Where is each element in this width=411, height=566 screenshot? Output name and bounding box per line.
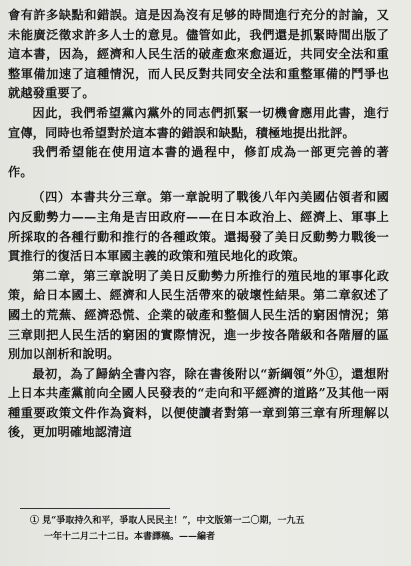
footnote-rule bbox=[20, 508, 170, 509]
footnote bbox=[30, 513, 389, 545]
footnote-marker: ① bbox=[30, 516, 40, 526]
paragraph: 最初，為了歸納全書內容，除在書後附以“新綱領”外①，還想附上日本共產黨前向全國人民發表的“走向和平經濟的道路”及其他一兩種重要政策文件作為資料，以便使讀者對第一章到第三章有所理解以後，更加明確地認清這 bbox=[8, 366, 389, 440]
footnote-line-2: 一年十二月二十二日。本書譯稿。——編者 bbox=[44, 532, 216, 542]
footnote-text-1: 見“爭取持久和平，爭取人民民主！”，中文版第一二〇期，一九五 bbox=[42, 516, 305, 526]
paragraph: 會有許多缺點和錯誤。這是因為沒有足够的時間進行充分的討論，又未能廣泛徵求許多人士的意見。儘管如此，我們還是抓緊時間出版了這本書，因為，經濟和人民生活的破產愈來愈逼近，共同安全法和重整軍備加速了這種情況，而人民反對共同安全法和重整軍備的鬥爭也就越發重要了。 bbox=[8, 8, 389, 101]
paragraph: 我們希望能在使用這本書的過程中，修訂成為一部更完善的著作。 bbox=[8, 145, 389, 179]
body-text bbox=[8, 6, 389, 443]
paragraph: （四）本書共分三章。第一章說明了戰後八年內美國佔領者和國內反動勢力——主角是吉田政府——在日本政治上、經濟上、軍事上所採取的各種行動和推行的各種政策。還揭發了美日反動勢力戰後一貫推行的復活日本軍國主義的政策和殖民地化的政策。 bbox=[8, 190, 389, 264]
paragraph: 因此，我們希望黨內黨外的同志們抓緊一切機會應用此書，進行宣傳，同時也希望對於這本書的錯誤和缺點，積極地提出批評。 bbox=[8, 105, 389, 140]
footnote-line-1 bbox=[30, 513, 389, 529]
paragraph: 第二章，第三章說明了美日反動勢力所推行的殖民地的軍事化政策，給日本國土、經濟和人民生活帶來的破壞性結果。第二章叙述了國土的荒蕪、經濟恐慌、企業的破產和整個人民生活的窮困情況；第三章則把人民生活的窮困的實際情況，進一步按各階級和各階層的區別加以剖析和說明。 bbox=[8, 268, 389, 362]
